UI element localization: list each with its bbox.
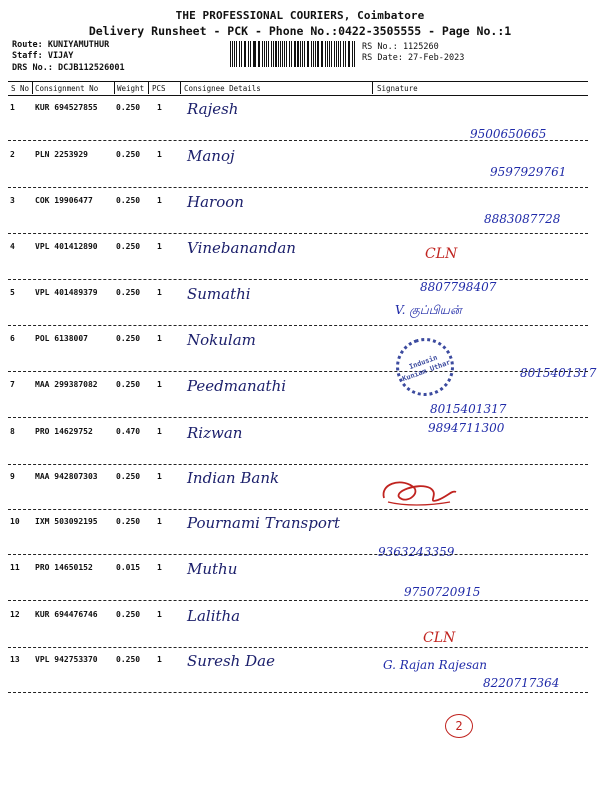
weight-value: 0.015	[116, 563, 141, 572]
consignee-name: Vinebanandan	[187, 239, 296, 257]
consignee-name: Haroon	[187, 193, 244, 211]
row-separator	[8, 554, 588, 555]
runsheet-subtitle: Delivery Runsheet - PCK - Phone No.:0422-3505555 - Page No.:1	[88, 24, 512, 38]
row-separator	[8, 233, 588, 234]
pieces-count: 1	[157, 563, 162, 572]
pieces-count: 1	[157, 655, 162, 664]
pieces-count: 1	[157, 517, 162, 526]
weight-value: 0.250	[116, 517, 141, 526]
row-serial-number: 8	[10, 427, 15, 436]
courier-stamp: Indusin Kuniam Uthar	[388, 330, 462, 404]
row-serial-number: 3	[10, 196, 15, 205]
signature-entry: 9597929761	[490, 165, 567, 179]
pieces-count: 1	[157, 242, 162, 251]
row-separator	[8, 279, 588, 280]
signature-entry: 9500650665	[470, 127, 547, 141]
column-header-consignment: Consignment No	[35, 84, 99, 93]
column-divider	[372, 82, 373, 94]
weight-value: 0.250	[116, 196, 141, 205]
row-serial-number: 7	[10, 380, 15, 389]
pieces-count: 1	[157, 103, 162, 112]
rs-date: RS Date: 27-Feb-2023	[362, 53, 465, 63]
consignment-number: KUR 694476746	[35, 610, 98, 619]
row-serial-number: 1	[10, 103, 15, 112]
row-serial-number: 13	[10, 655, 20, 664]
consignment-number: IXM 503092195	[35, 517, 98, 526]
consignee-name: Peedmanathi	[187, 377, 287, 395]
signature-entry: 8220717364	[483, 676, 560, 690]
route-label: Route: KUNIYAMUTHUR	[12, 40, 110, 50]
consignment-number: PLN 2253929	[35, 150, 88, 159]
row-separator	[8, 600, 588, 601]
barcode-image	[230, 41, 356, 67]
weight-value: 0.250	[116, 380, 141, 389]
consignment-number: VPL 942753370	[35, 655, 98, 664]
pieces-count: 1	[157, 610, 162, 619]
pieces-count: 1	[157, 288, 162, 297]
consignee-name: Rajesh	[187, 100, 239, 118]
row-separator	[8, 140, 588, 141]
row-serial-number: 5	[10, 288, 15, 297]
column-header-sno: S No	[11, 84, 30, 93]
weight-value: 0.250	[116, 655, 141, 664]
runsheet-title: THE PROFESSIONAL COURIERS, Coimbatore	[175, 9, 425, 22]
row-separator	[8, 464, 588, 465]
column-header-consignee: Consignee Details	[184, 84, 261, 93]
pieces-count: 1	[157, 196, 162, 205]
signature-note: V. குப்பியன்	[395, 303, 462, 317]
column-header-pcs: PCS	[152, 84, 166, 93]
weight-value: 0.250	[116, 288, 141, 297]
consignee-name: Indian Bank	[187, 469, 280, 487]
signature-entry: 8015401317	[520, 366, 597, 380]
consignee-name: Muthu	[187, 560, 238, 578]
column-header-weight: Weight	[117, 84, 145, 93]
row-serial-number: 10	[10, 517, 20, 526]
consignee-name: Lalitha	[187, 607, 241, 625]
consignment-number: VPL 401489379	[35, 288, 98, 297]
weight-value: 0.250	[116, 610, 141, 619]
consignee-name: Pournami Transport	[187, 514, 341, 532]
signature-entry: 9363243359	[378, 545, 455, 559]
page-mark: 2	[445, 714, 473, 738]
rs-number: RS No.: 1125260	[362, 42, 439, 52]
consignment-number: MAA 942807303	[35, 472, 98, 481]
column-divider	[114, 82, 115, 94]
consignee-name: Manoj	[187, 147, 235, 165]
column-header-signature: Signature	[377, 84, 418, 93]
column-divider	[32, 82, 33, 94]
column-divider	[148, 82, 149, 94]
pieces-count: 1	[157, 472, 162, 481]
consignment-number: COK 19906477	[35, 196, 93, 205]
pieces-count: 1	[157, 380, 162, 389]
weight-value: 0.250	[116, 334, 141, 343]
table-header-rule	[8, 95, 588, 96]
consignment-number: PRO 14650152	[35, 563, 93, 572]
weight-value: 0.250	[116, 103, 141, 112]
consignment-number: VPL 401412890	[35, 242, 98, 251]
consignment-number: POL 6138007	[35, 334, 88, 343]
signature-scribble	[378, 476, 458, 508]
row-separator	[8, 417, 588, 418]
table-top-rule	[8, 81, 588, 82]
pieces-count: 1	[157, 427, 162, 436]
row-separator	[8, 371, 588, 372]
pieces-count: 1	[157, 334, 162, 343]
signature-note: G. Rajan Rajesan	[383, 658, 487, 672]
consignment-number: PRO 14629752	[35, 427, 93, 436]
signature-entry: 8015401317	[430, 402, 507, 416]
signature-entry: 9750720915	[404, 585, 481, 599]
consignee-name: Suresh Dae	[187, 652, 275, 670]
signature-entry: CLN	[423, 630, 456, 646]
consignment-number: KUR 694527855	[35, 103, 98, 112]
drs-number: DRS No.: DCJB112526001	[12, 63, 125, 73]
signature-entry: 8883087728	[484, 212, 561, 226]
consignee-name: Nokulam	[187, 331, 256, 349]
row-serial-number: 2	[10, 150, 15, 159]
weight-value: 0.250	[116, 242, 141, 251]
weight-value: 0.250	[116, 472, 141, 481]
weight-value: 0.470	[116, 427, 141, 436]
row-separator	[8, 509, 588, 510]
row-separator	[8, 647, 588, 648]
row-serial-number: 12	[10, 610, 20, 619]
column-divider	[180, 82, 181, 94]
weight-value: 0.250	[116, 150, 141, 159]
row-serial-number: 4	[10, 242, 15, 251]
pieces-count: 1	[157, 150, 162, 159]
consignee-name: Rizwan	[187, 424, 243, 442]
row-separator	[8, 692, 588, 693]
signature-entry: 8807798407	[420, 280, 497, 294]
consignment-number: MAA 299387082	[35, 380, 98, 389]
signature-entry: 9894711300	[428, 421, 505, 435]
consignee-name: Sumathi	[187, 285, 251, 303]
row-separator	[8, 187, 588, 188]
row-serial-number: 9	[10, 472, 15, 481]
row-serial-number: 11	[10, 563, 20, 572]
staff-label: Staff: VIJAY	[12, 51, 74, 61]
row-separator	[8, 325, 588, 326]
row-serial-number: 6	[10, 334, 15, 343]
signature-entry: CLN	[425, 246, 458, 262]
